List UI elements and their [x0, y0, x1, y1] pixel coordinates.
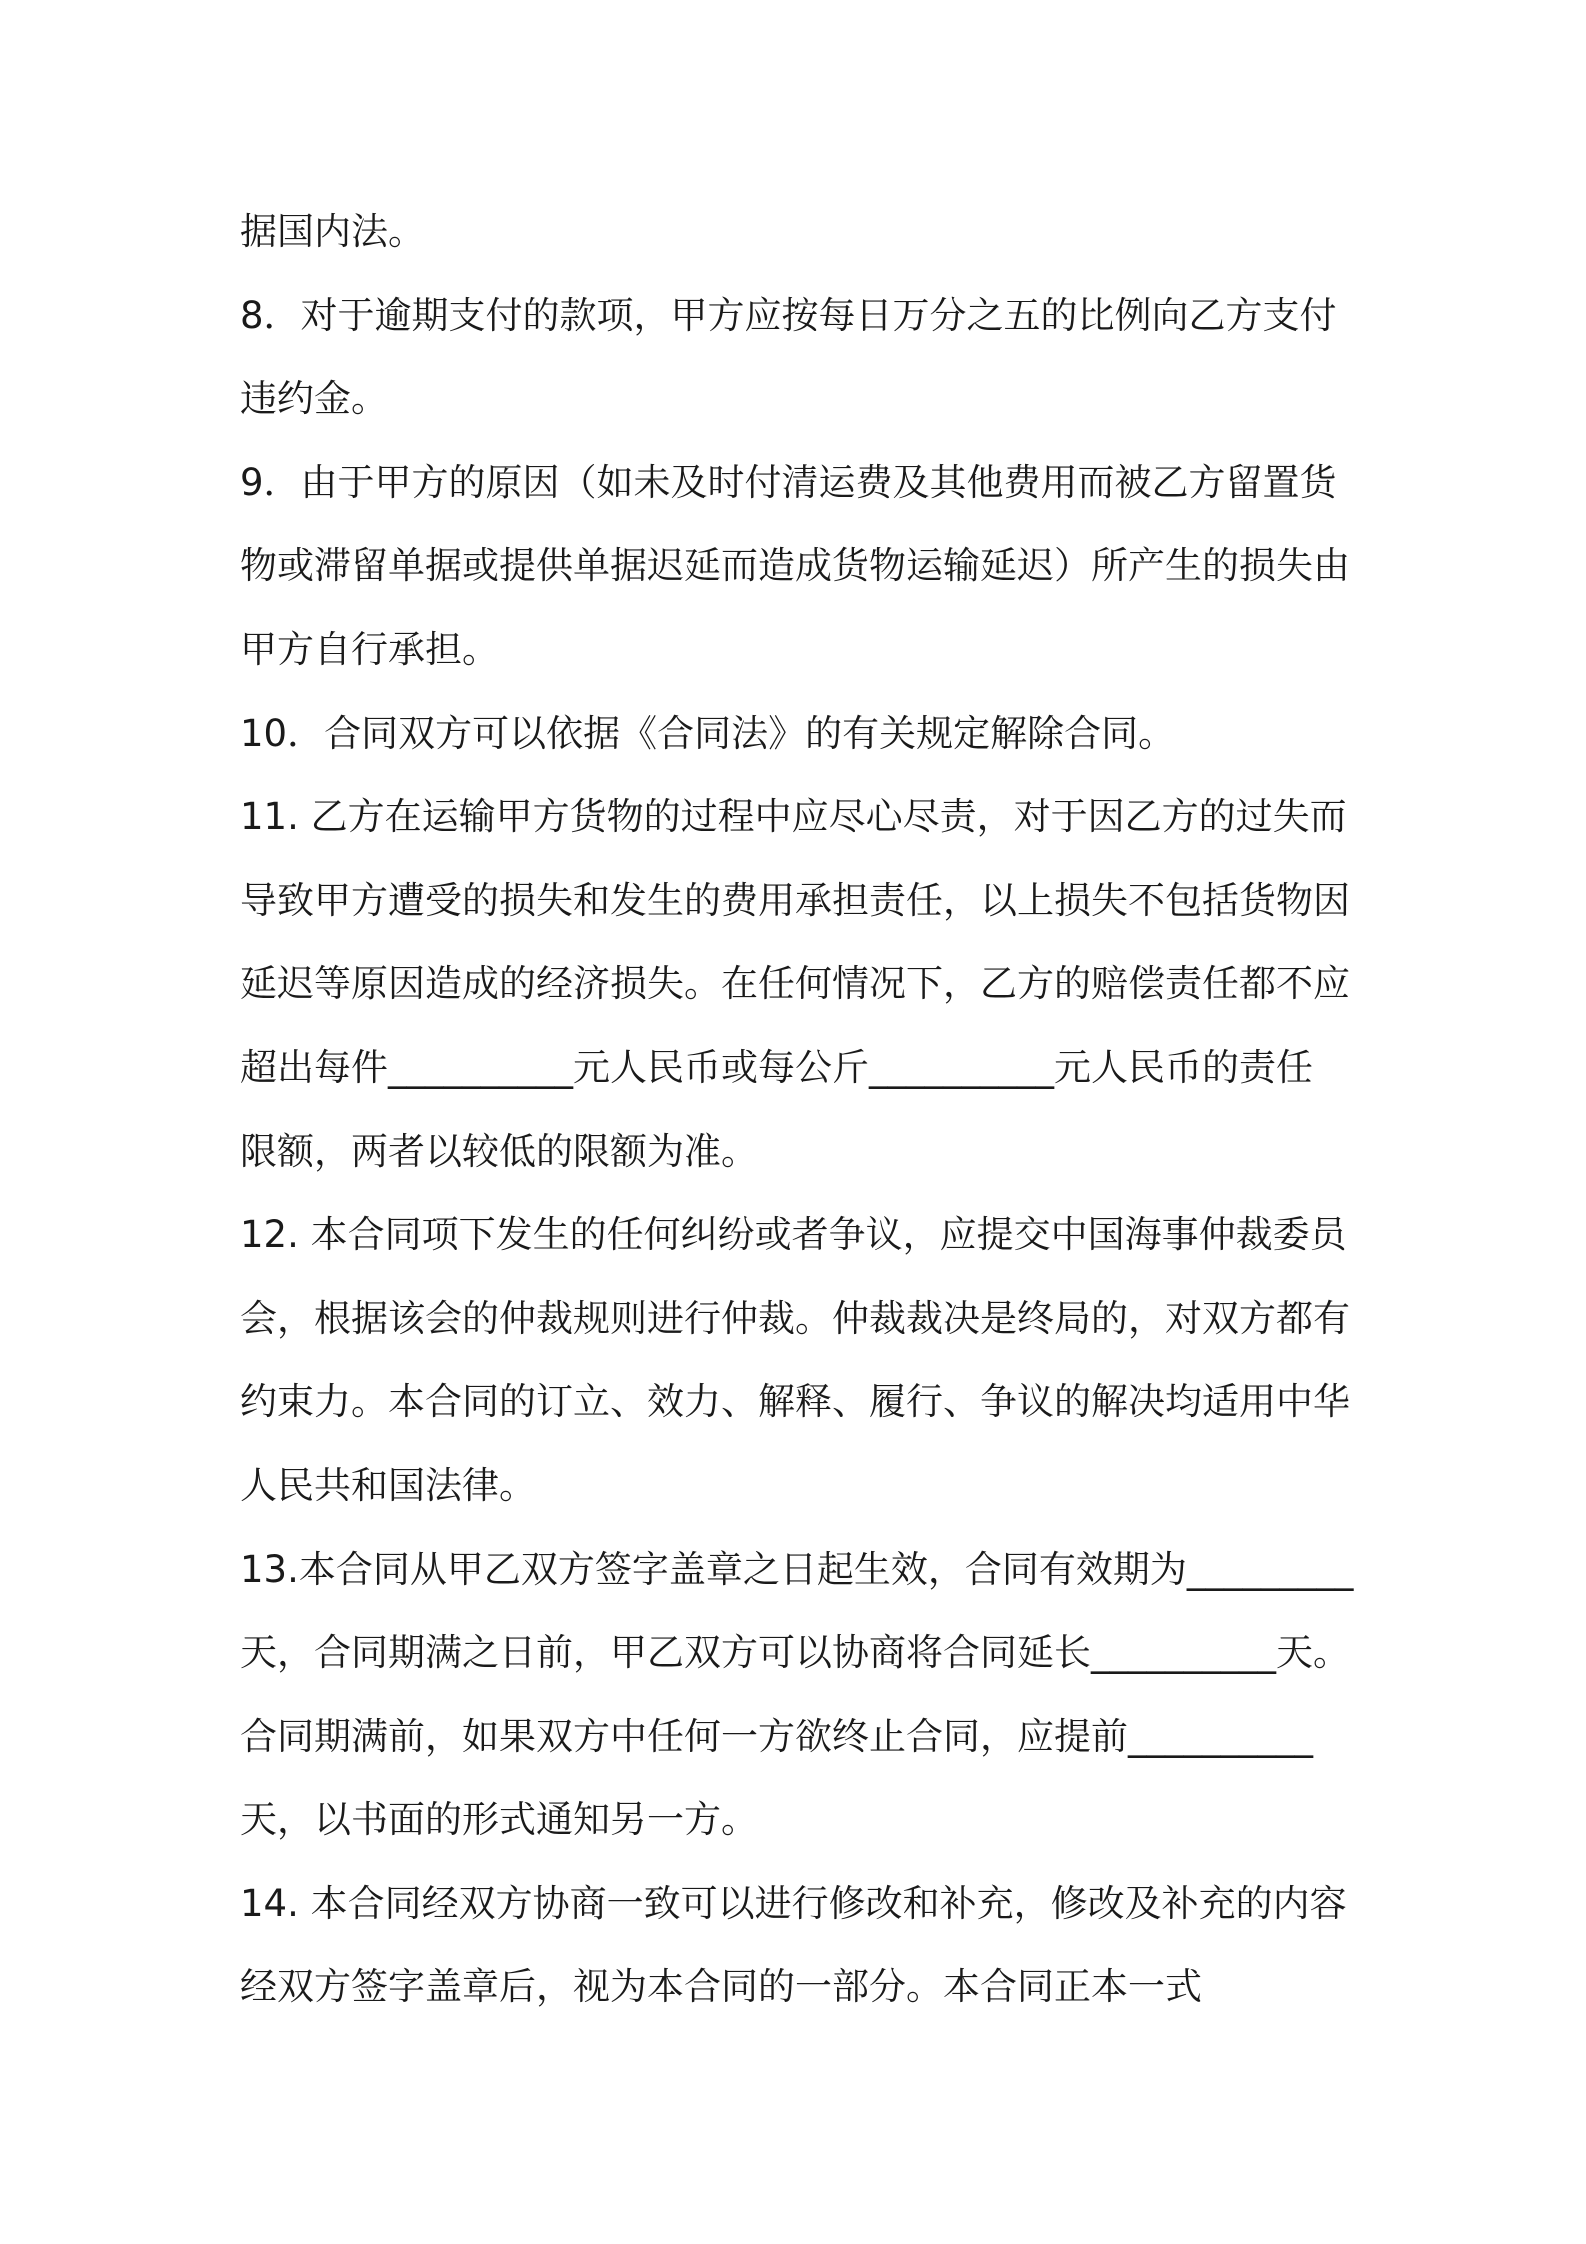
text-line: 天，合同期满之日前，甲乙双方可以协商将合同延长__________天。 — [240, 1631, 1350, 1675]
text-line: 13.本合同从甲乙双方签字盖章之日起生效，合同有效期为_________ — [240, 1547, 1354, 1591]
text-line: 9．由于甲方的原因（如未及时付清运费及其他费用而被乙方留置货 — [240, 460, 1337, 504]
text-line: 12. 本合同项下发生的任何纠纷或者争议，应提交中国海事仲裁委员 — [240, 1213, 1347, 1257]
text-line: 据国内法。 — [240, 210, 425, 253]
text-line: 甲方自行承担。 — [240, 627, 499, 671]
text-line: 10．合同双方可以依据《合同法》的有关规定解除合同。 — [240, 711, 1176, 755]
text-line: 延迟等原因造成的经济损失。在任何情况下，乙方的赔偿责任都不应 — [240, 962, 1350, 1006]
text-line: 限额，两者以较低的限额为准。 — [240, 1129, 758, 1173]
text-line: 约束力。本合同的订立、效力、解释、履行、争议的解决均适用中华 — [240, 1380, 1350, 1424]
text-line: 超出每件__________元人民币或每公斤__________元人民币的责任 — [240, 1045, 1313, 1089]
text-line: 人民共和国法律。 — [240, 1463, 536, 1507]
text-line: 合同期满前，如果双方中任何一方欲终止合同，应提前__________ — [240, 1714, 1313, 1758]
text-line: 11. 乙方在运输甲方货物的过程中应尽心尽责，对于因乙方的过失而 — [240, 795, 1347, 839]
text-line: 物或滞留单据或提供单据迟延而造成货物运输延迟）所产生的损失由 — [240, 544, 1350, 588]
text-line: 违约金。 — [240, 377, 388, 421]
text-line: 会，根据该会的仲裁规则进行仲裁。仲裁裁决是终局的，对双方都有 — [240, 1296, 1350, 1340]
contract-text — [240, 190, 1360, 2029]
text-line: 8．对于逾期支付的款项，甲方应按每日万分之五的比例向乙方支付 — [240, 293, 1337, 337]
text-line: 天，以书面的形式通知另一方。 — [240, 1798, 758, 1842]
text-line: 14. 本合同经双方协商一致可以进行修改和补充，修改及补充的内容 — [240, 1881, 1347, 1925]
text-line: 导致甲方遭受的损失和发生的费用承担责任，以上损失不包括货物因 — [240, 878, 1350, 922]
text-line: 经双方签字盖章后，视为本合同的一部分。本合同正本一式 — [240, 1965, 1202, 2009]
